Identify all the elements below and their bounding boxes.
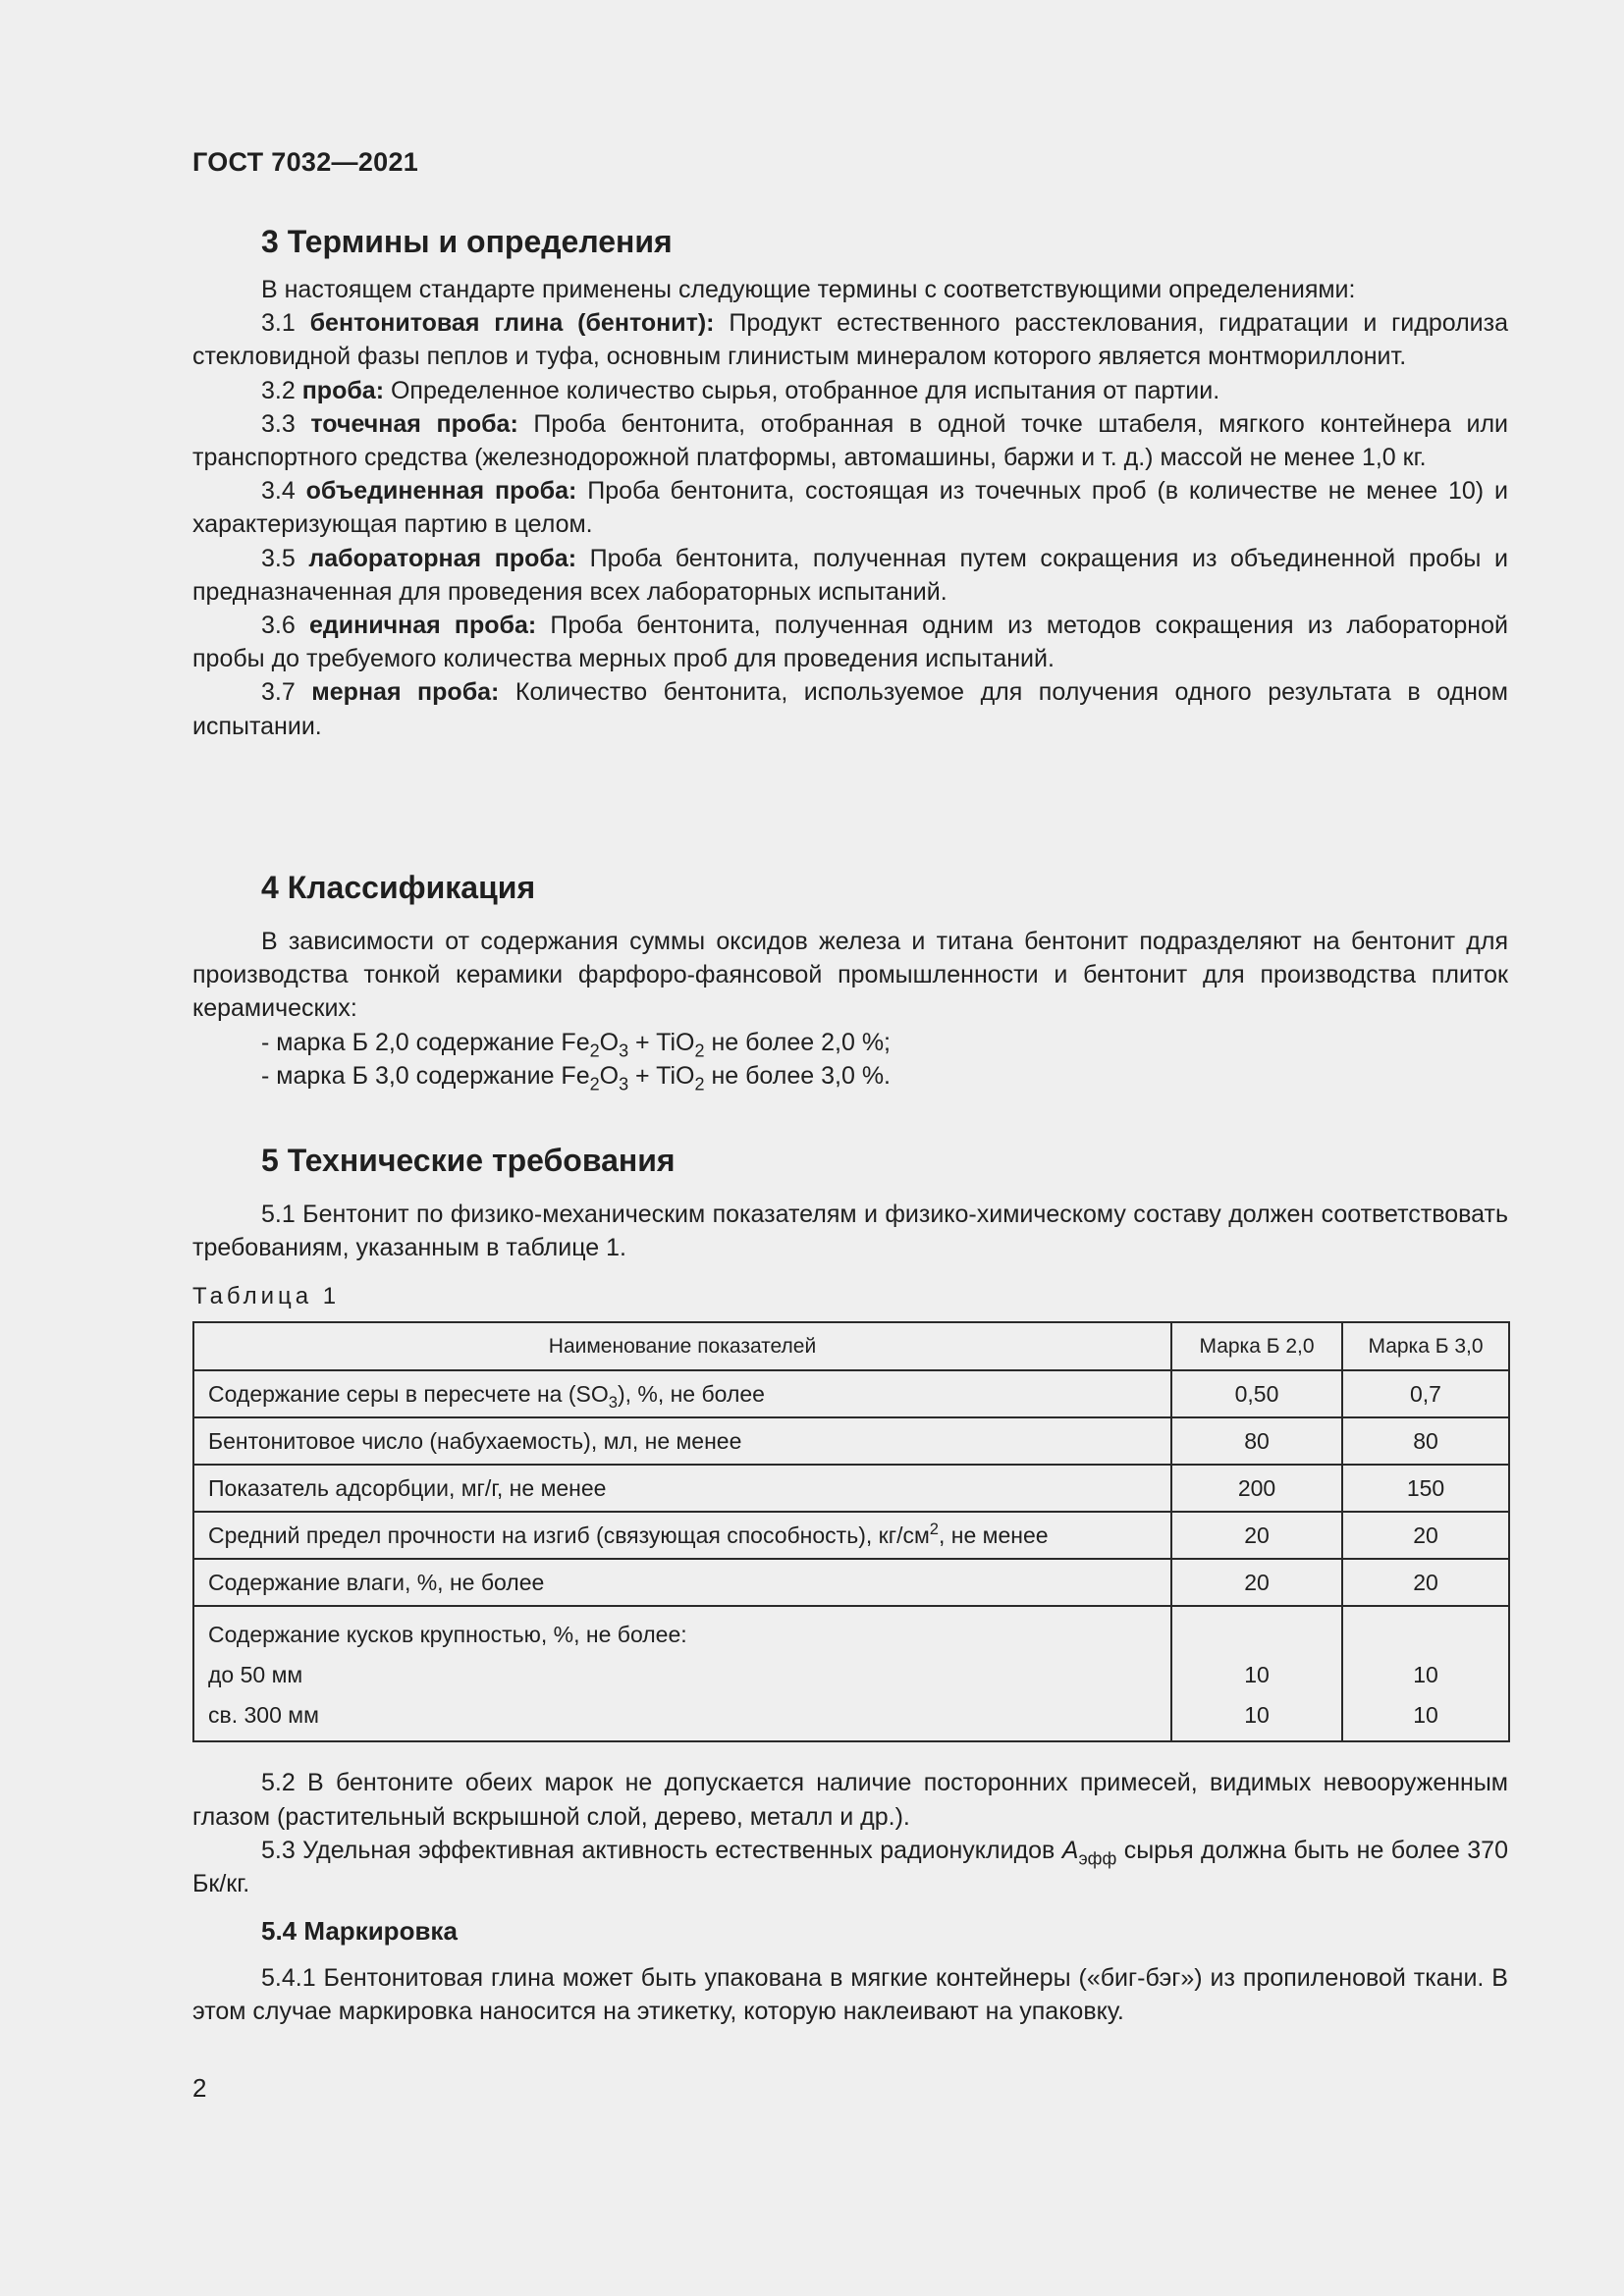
paragraph-5-1: 5.1 Бентонит по физико-механическим показателям и физико-химическому составу должен соответствовать требованиям, указанным в таблице 1. (192, 1201, 1508, 1262)
term-3-7: 3.7 мерная проба: Количество бентонита, используемое для получения одного результата в одном испытании. (192, 678, 1508, 740)
table-row (193, 1370, 1509, 1417)
row-label: Бентонитовое число (набухаемость), мл, не менее (193, 1417, 1171, 1465)
term-3-4: 3.4 объединенная проба: Проба бентонита, состоящая из точечных проб (в количестве не менее 10) и характеризующая партию в целом. (192, 477, 1508, 539)
row-label: Содержание влаги, %, не более (193, 1559, 1171, 1606)
value-b30: 20 (1342, 1512, 1509, 1559)
column-header: Марка Б 3,0 (1342, 1322, 1509, 1370)
term-3-6: 3.6 единичная проба: Проба бентонита, полученная одним из методов сокращения из лабораторной пробы до требуемого количества мерных проб для проведения испытаний. (192, 612, 1508, 673)
value-b20: 20 (1171, 1559, 1342, 1606)
value-b20: 10 10 (1171, 1606, 1342, 1741)
section-4 (192, 868, 1508, 1093)
paragraph-5-3: 5.3 Удельная эффективная активность естественных радионуклидов $А_{эфф}$ сырья должна быть не более 370 Бк/кг. (192, 1836, 1508, 1898)
row-label: Содержание серы в пересчете на $(SO_3)$, %, не более (193, 1370, 1171, 1417)
requirements-table (192, 1321, 1510, 1742)
value-b30: 80 (1342, 1417, 1509, 1465)
row-label: Средний предел прочности на изгиб (связующая способность), $кг/см^2$, не менее (193, 1512, 1171, 1559)
value-b30: 0,7 (1342, 1370, 1509, 1417)
paragraph-5-2: 5.2 В бентоните обеих марок не допускается наличие посторонних примесей, видимых невооруженным глазом (растительный вскрышной слой, дерево, металл и др.). (192, 1769, 1508, 1831)
table-row (193, 1465, 1509, 1512)
section-3-title: 3 Термины и определения (261, 224, 673, 259)
column-header: Наименование показателей (193, 1322, 1171, 1370)
table-row (193, 1512, 1509, 1559)
value-b20: 80 (1171, 1417, 1342, 1465)
table-caption: Таблица 1 (192, 1283, 341, 1310)
term-3-3: 3.3 точечная проба: Проба бентонита, отобранная в одной точке штабеля, мягкого контейнера или транспортного средства (железнодорожной платформы, автомашины, баржи и т. д.) массой не менее 1,0 кг. (192, 409, 1508, 472)
document-page (192, 0, 1508, 2296)
section-4-text: В зависимости от содержания суммы оксидов железа и титана бентонит подразделяют на бентонит для производства тонкой керамики фарфоро-фаянсовой промышленности и бентонит для производства плиток керамических: (192, 928, 1508, 1023)
term-3-1: 3.1 бентонитовая глина (бентонит): Продукт естественного расстеклования, гидратации и гидролиза стекловидной фазы пеплов и туфа, основным глинистым минералом которого является монтмориллонит. (192, 309, 1508, 371)
value-b20: 20 (1171, 1512, 1342, 1559)
table-header-row (193, 1322, 1509, 1370)
table-row (193, 1417, 1509, 1465)
table-row (193, 1606, 1509, 1741)
section-3-intro: В настоящем стандарте применены следующие термины с соответствующими определениями: (261, 276, 1356, 303)
section-3 (192, 222, 1508, 743)
column-header: Марка Б 2,0 (1171, 1322, 1342, 1370)
section-5-title: 5 Технические требования (261, 1143, 676, 1178)
paragraph-5-4-1: 5.4.1 Бентонитовая глина может быть упакована в мягкие контейнеры («биг-бэг») из пропиленовой ткани. В этом случае маркировка наносится на этикетку, которую наклеивают на упаковку. (192, 1964, 1508, 2026)
value-b20: 200 (1171, 1465, 1342, 1512)
value-b30: 150 (1342, 1465, 1509, 1512)
value-b30: 20 (1342, 1559, 1509, 1606)
section-5 (192, 1141, 1508, 2029)
document-header: ГОСТ 7032—2021 (192, 147, 419, 177)
classification-item: - марка Б 3,0 содержание $Fe_2O_3 + TiO_2$ не более 3,0 %. (261, 1061, 891, 1095)
page-number: 2 (192, 2073, 207, 2103)
term-3-2: 3.2 проба: Определенное количество сырья, отобранное для испытания от партии. (261, 376, 1220, 404)
value-b20: 0,50 (1171, 1370, 1342, 1417)
classification-item: - марка Б 2,0 содержание $Fe_2O_3 + TiO_2$ не более 2,0 %; (261, 1028, 891, 1060)
row-label: Показатель адсорбции, мг/г, не менее (193, 1465, 1171, 1512)
table-row (193, 1559, 1509, 1606)
term-3-5: 3.5 лабораторная проба: Проба бентонита, полученная путем сокращения из объединенной пробы и предназначенная для проведения всех лабораторных испытаний. (192, 544, 1508, 606)
subsection-5-4-title: 5.4 Маркировка (261, 1916, 458, 1947)
row-label: Содержание кусков крупностью, %, не более: до 50 мм св. 300 мм (193, 1606, 1171, 1741)
section-4-title: 4 Классификация (261, 870, 536, 905)
value-b30: 10 10 (1342, 1606, 1509, 1741)
